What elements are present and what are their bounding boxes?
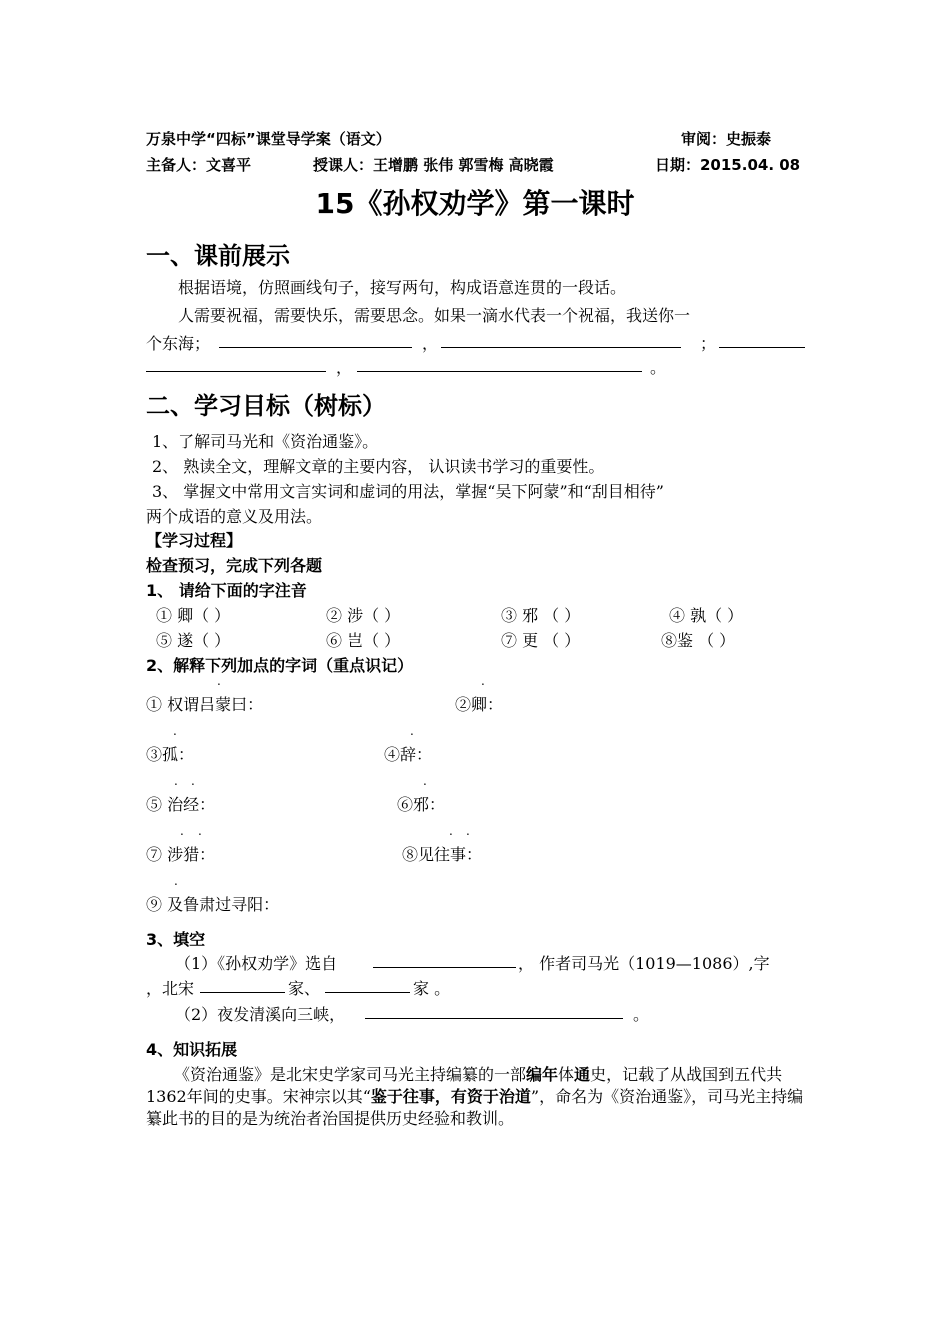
goal-item: 1、了解司马光和《资治通鉴》。 — [152, 432, 379, 451]
vocab-item: ⑥邪： — [397, 795, 446, 814]
para-text: 《资治通鉴》是北宋史学家司马光主持编纂的一部 — [174, 1065, 527, 1084]
pinyin-item: ② 涉（ ） — [326, 606, 401, 625]
pinyin-item: ① 卿（ ） — [156, 606, 231, 625]
emphasis-dot: . — [174, 874, 178, 888]
process-heading: 【学习过程】 — [146, 531, 243, 550]
fill-text: ，北宋 — [146, 979, 195, 998]
answer-blank[interactable] — [365, 1018, 623, 1019]
q2-title: 2、解释下列加点的字词（重点识记） — [146, 656, 414, 675]
answer-blank[interactable] — [373, 967, 516, 968]
q4-title: 4、知识拓展 — [146, 1040, 238, 1059]
pinyin-item: ⑤ 遂（ ） — [156, 631, 231, 650]
goal-item: 两个成语的意义及用法。 — [146, 507, 323, 526]
emphasis-dot: . — [198, 824, 202, 838]
teachers: 授课人：王增鹏 张伟 郭雪梅 高晓霞 — [313, 156, 554, 174]
q3-title: 3、填空 — [146, 930, 206, 949]
section1-line1: 人需要祝福，需要快乐，需要思念。如果一滴水代表一个祝福，我送你一 — [178, 306, 691, 325]
vocab-item: ⑨ 及鲁肃过寻阳： — [146, 895, 280, 914]
emphasis-dot: . — [173, 724, 177, 738]
para-text: ”，命名为《资治通鉴》，司马光主持编纂此书的目的是为统治者治国提供历史经验和教训。 — [146, 1087, 804, 1128]
fill-text: （1）《孙权劝学》选自 — [175, 954, 338, 973]
q1-title: 1、 请给下面的字注音 — [146, 581, 307, 600]
process-subheading: 检查预习，完成下列各题 — [146, 556, 323, 575]
school-header: 万泉中学“四标”课堂导学案（语文） — [146, 130, 391, 148]
vocab-item: ③孤： — [146, 745, 195, 764]
para-emphasis: 通 — [574, 1065, 591, 1084]
goal-item: 3、 掌握文中常用文言实词和虚词的用法，掌握“吴下阿蒙”和“刮目相待” — [152, 482, 664, 501]
period: 。 — [650, 358, 667, 377]
fill-text: ， 作者司马光（1019—1086）,字 — [518, 954, 770, 973]
vocab-item: ⑧见往事： — [402, 845, 483, 864]
section1-line2-start: 个东海； — [146, 334, 211, 353]
comma: ， — [336, 358, 353, 377]
pinyin-item: ⑧鉴 （ ） — [661, 631, 736, 650]
fill-text: 家 。 — [413, 979, 451, 998]
emphasis-dot: . — [191, 774, 195, 788]
answer-blank[interactable] — [146, 371, 326, 372]
para-emphasis: 编年 — [526, 1065, 559, 1084]
vocab-item: ① 权谓吕蒙曰： — [146, 695, 264, 714]
fill-text: （2）夜发清溪向三峡， — [175, 1005, 346, 1024]
emphasis-dot: . — [174, 774, 178, 788]
answer-blank[interactable] — [325, 992, 410, 993]
answer-blank[interactable] — [719, 347, 805, 348]
section1-instruction: 根据语境，仿照画线句子，接写两句，构成语意连贯的一段话。 — [178, 278, 627, 297]
emphasis-dot: . — [410, 724, 414, 738]
answer-blank[interactable] — [357, 371, 642, 372]
date: 日期：2015.04. 08 — [655, 156, 801, 174]
para-emphasis: 鉴于往事，有资于治道 — [370, 1087, 531, 1106]
reviewer: 审阅：史振泰 — [681, 130, 772, 148]
answer-blank[interactable] — [441, 347, 681, 348]
vocab-item: ④辞： — [384, 745, 433, 764]
emphasis-dot: . — [423, 774, 427, 788]
vocab-item: ②卿： — [455, 695, 504, 714]
fill-text: 家、 — [288, 979, 321, 998]
emphasis-dot: . — [481, 674, 485, 688]
answer-blank[interactable] — [219, 347, 412, 348]
semicolon: ； — [700, 334, 717, 353]
emphasis-dot: . — [466, 824, 470, 838]
pinyin-item: ⑥ 岂（ ） — [326, 631, 401, 650]
emphasis-dot: . — [449, 824, 453, 838]
answer-blank[interactable] — [200, 992, 285, 993]
comma: ， — [422, 334, 439, 353]
section1-heading: 一、课前展示 — [146, 242, 290, 270]
vocab-item: ⑤ 治经： — [146, 795, 216, 814]
para-text: 体 — [558, 1065, 575, 1084]
pinyin-item: ③ 邪 （ ） — [501, 606, 581, 625]
fill-text: 。 — [633, 1005, 650, 1024]
knowledge-paragraph — [146, 1064, 806, 1130]
preparer: 主备人：文喜平 — [146, 156, 252, 174]
pinyin-item: ④ 孰（ ） — [669, 606, 744, 625]
pinyin-item: ⑦ 更 （ ） — [501, 631, 581, 650]
emphasis-dot: . — [180, 824, 184, 838]
emphasis-dot: . — [217, 674, 221, 688]
vocab-item: ⑦ 涉猎： — [146, 845, 216, 864]
section2-heading: 二、学习目标（树标） — [146, 392, 386, 420]
page-title: 15《孙权劝学》第一课时 — [315, 187, 635, 220]
goal-item: 2、 熟读全文，理解文章的主要内容， 认识读书学习的重要性。 — [152, 457, 605, 476]
para-text: 史，记载了从战国到五代共1362年间的史事。宋神宗以其“ — [146, 1065, 783, 1106]
